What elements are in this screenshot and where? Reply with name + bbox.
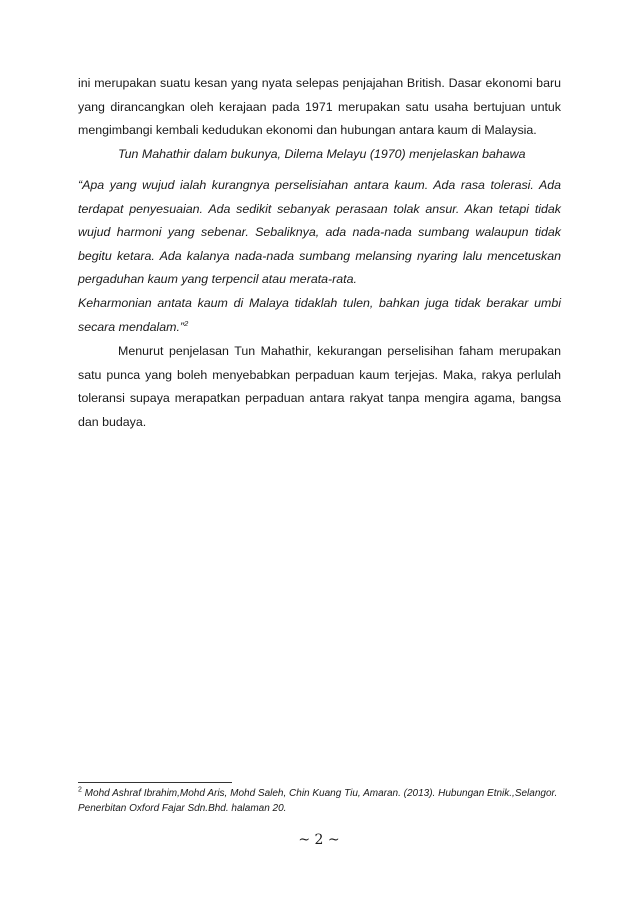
footnote: [78, 786, 561, 816]
paragraph-penjelasan: Menurut penjelasan Tun Mahathir, kekurangan perselisihan faham merupakan satu punca yang boleh menyebabkan perpaduan kaum terjejas. Maka, rakya perlulah toleransi supaya merapatkan perpaduan antara rakyat tanpa mengira agama, bangsa dan budaya.: [78, 344, 561, 429]
footnote-number: 2: [78, 786, 82, 794]
footnote-separator: [78, 782, 232, 783]
page-number: ~ 2 ~: [298, 832, 340, 848]
paragraph-quote-end: [78, 292, 561, 339]
paragraph-quote: “Apa yang wujud ialah kurangnya perselisiahan antara kaum. Ada rasa tolerasi. Ada terdapat penyesuaian. Ada sedikit sebanyak perasaan tolak ansur. Akan tetapi tidak wujud harmoni yang sebenar. Sebaliknya, ada nada-nada sumbang walaupun tidak begitu ketara. Ada kalanya nada-nada sumbang melansing nyaring lalu mencetuskan pergaduhan kaum yang terpencil atau merata-rata.: [78, 178, 561, 287]
footnote-text: Mohd Ashraf Ibrahim,Mohd Aris, Mohd Saleh, Chin Kuang Tiu, Amaran. (2013). Hubungan Etnik.,Selangor. Penerbitan Oxford Fajar Sdn.Bhd. halaman 20.: [78, 788, 558, 814]
footnote-reference[interactable]: 2: [184, 318, 189, 328]
paragraph-quote-intro: Tun Mahathir dalam bukunya, Dilema Melayu (1970) menjelaskan bahawa: [118, 147, 526, 161]
paragraph-dasar-ekonomi: ini merupakan suatu kesan yang nyata selepas penjajahan British. Dasar ekonomi baru yang dirancangkan oleh kerajaan pada 1971 merupakan satu usaha bertujuan untuk mengimbangi kembali kedudukan ekonomi dan hubungan antara kaum di Malaysia.: [78, 76, 561, 138]
quote-end-text: Keharmonian antata kaum di Malaya tidaklah tulen, bahkan juga tidak berakar umbi secara mendalam.”: [78, 296, 561, 334]
